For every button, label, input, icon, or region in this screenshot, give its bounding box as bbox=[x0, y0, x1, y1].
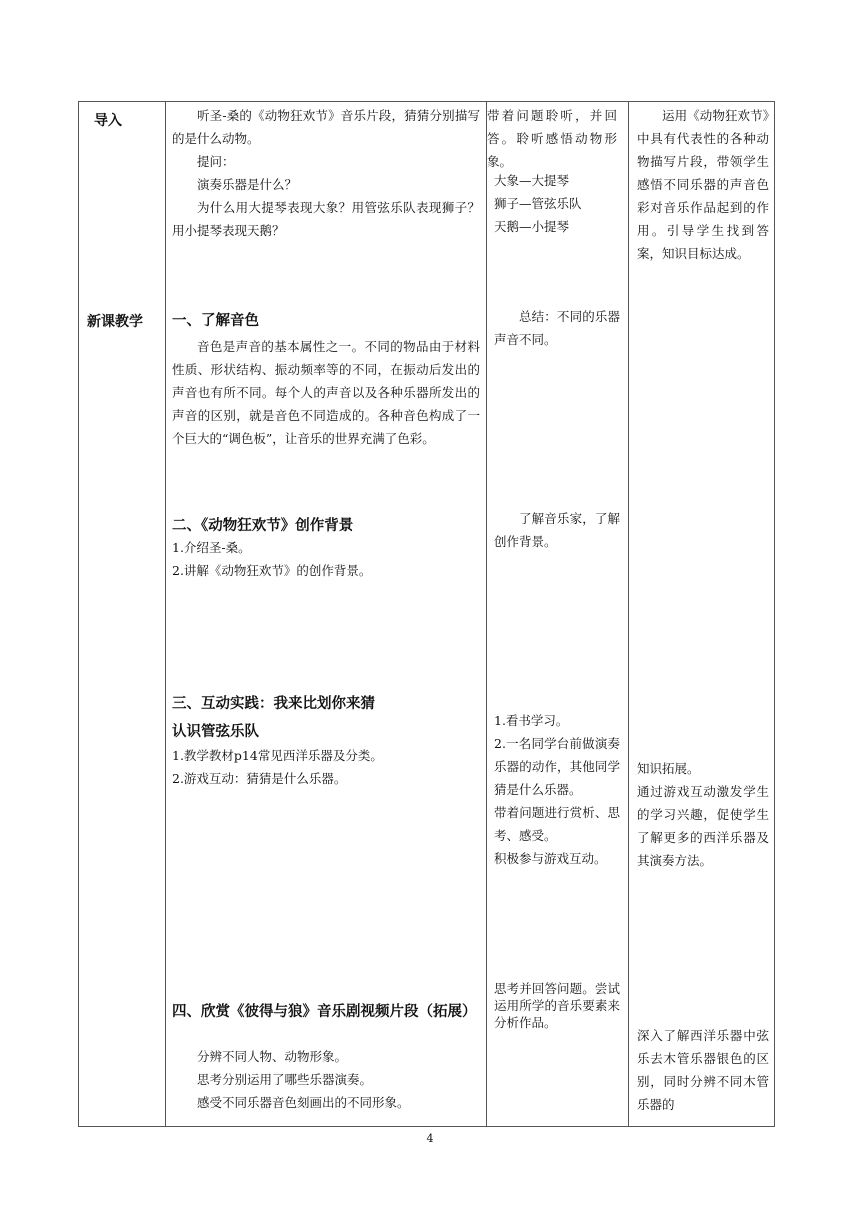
intro-answers bbox=[494, 169, 620, 238]
row-label-intro: 导入 bbox=[94, 113, 122, 129]
section-title: 三、互动实践：我来比划你来猜 bbox=[172, 696, 375, 712]
intro-intent bbox=[637, 104, 769, 265]
student-text: 2.一名同学台前做演奏乐器的动作，其他同学猜是什么乐器。 bbox=[494, 736, 620, 797]
list-item: 思考分别运用了哪些乐器演奏。 bbox=[197, 1072, 373, 1087]
student-text: 总结：不同的乐器声音不同。 bbox=[494, 309, 620, 347]
list-item: 分辨不同人物、动物形象。 bbox=[197, 1049, 348, 1064]
list-item: 感受不同乐器音色刻画出的不同形象。 bbox=[197, 1095, 410, 1110]
intro-question: 为什么用大提琴表现大象？用管弦乐队表现狮子？用小提琴表现天鹅？ bbox=[172, 200, 480, 238]
section-title: 一、了解音色 bbox=[172, 313, 259, 329]
page-number: 4 bbox=[426, 1132, 434, 1145]
section-body bbox=[172, 744, 480, 790]
section3-student bbox=[494, 709, 620, 870]
answer-item: 大象—大提琴 bbox=[494, 173, 570, 188]
section-body bbox=[172, 1045, 480, 1114]
section1-student bbox=[494, 305, 620, 351]
list-item: 2.讲解《动物狂欢节》的创作背景。 bbox=[172, 563, 372, 578]
column-divider bbox=[628, 102, 629, 1126]
list-item: 1.介绍圣-桑。 bbox=[172, 540, 251, 555]
intro-student: 带着问题聆听，并回答。聆听感悟动物形象。 bbox=[487, 108, 617, 169]
student-text: 积极参与游戏互动。 bbox=[494, 851, 607, 866]
intent-text: 运用《动物狂欢节》中具有代表性的各种动物描写片段，带领学生感悟不同乐器的声音色彩对音乐作品起到的作用。引导学生找到答案，知识目标达成。 bbox=[637, 108, 769, 261]
section3-intent bbox=[637, 757, 769, 872]
column-divider bbox=[486, 102, 487, 1126]
section4-student: 思考并回答问题。尝试运用所学的音乐要素来分析作品。 bbox=[494, 981, 620, 1030]
answer-item: 狮子—管弦乐队 bbox=[494, 196, 582, 211]
list-item: 2.游戏互动：猜猜是什么乐器。 bbox=[172, 771, 347, 786]
list-item: 1.教学教材p14常见西洋乐器及分类。 bbox=[172, 748, 383, 763]
intent-text: 通过游戏互动激发学生的学习兴趣，促使学生了解更多的西洋乐器及其演奏方法。 bbox=[637, 784, 769, 868]
answer-item: 天鹅—小提琴 bbox=[494, 219, 570, 234]
intro-question-label: 提问： bbox=[197, 154, 235, 169]
section-body bbox=[172, 335, 480, 450]
student-text: 了解音乐家，了解创作背景。 bbox=[494, 511, 620, 549]
section-title: 二、《动物狂欢节》创作背景 bbox=[172, 518, 354, 534]
student-text: 带着问题进行赏析、思考、感受。 bbox=[494, 805, 620, 843]
section2-student bbox=[494, 507, 620, 553]
intro-paragraph: 听圣-桑的《动物狂欢节》音乐片段，猜猜分别描写的是什么动物。 bbox=[172, 108, 480, 146]
section-subtitle: 认识管弦乐队 bbox=[172, 724, 259, 740]
timbre-paragraph: 音色是声音的基本属性之一。不同的物品由于材料性质、形状结构、振动频率等的不同，在振动后发出的声音也有所不同。每个人的声音以及各种乐器所发出的声音的区别，就是音色不同造成的。各种音色构成了一个巨大的“调色板”，让音乐的世界充满了色彩。 bbox=[172, 339, 480, 446]
section-body bbox=[172, 536, 480, 582]
column-divider bbox=[165, 102, 166, 1126]
intro-question: 演奏乐器是什么？ bbox=[197, 177, 298, 192]
row-label-new-lesson: 新课教学 bbox=[87, 314, 143, 330]
student-text: 1.看书学习。 bbox=[494, 713, 569, 728]
section4-intent: 深入了解西洋乐器中弦乐去木管乐器银色的区别，同时分辨不同木管乐器的 bbox=[637, 1028, 769, 1112]
intent-heading: 知识拓展。 bbox=[637, 761, 700, 776]
intro-content bbox=[172, 104, 480, 242]
section-title: 四、欣赏《彼得与狼》音乐剧视频片段（拓展） bbox=[172, 1004, 477, 1020]
